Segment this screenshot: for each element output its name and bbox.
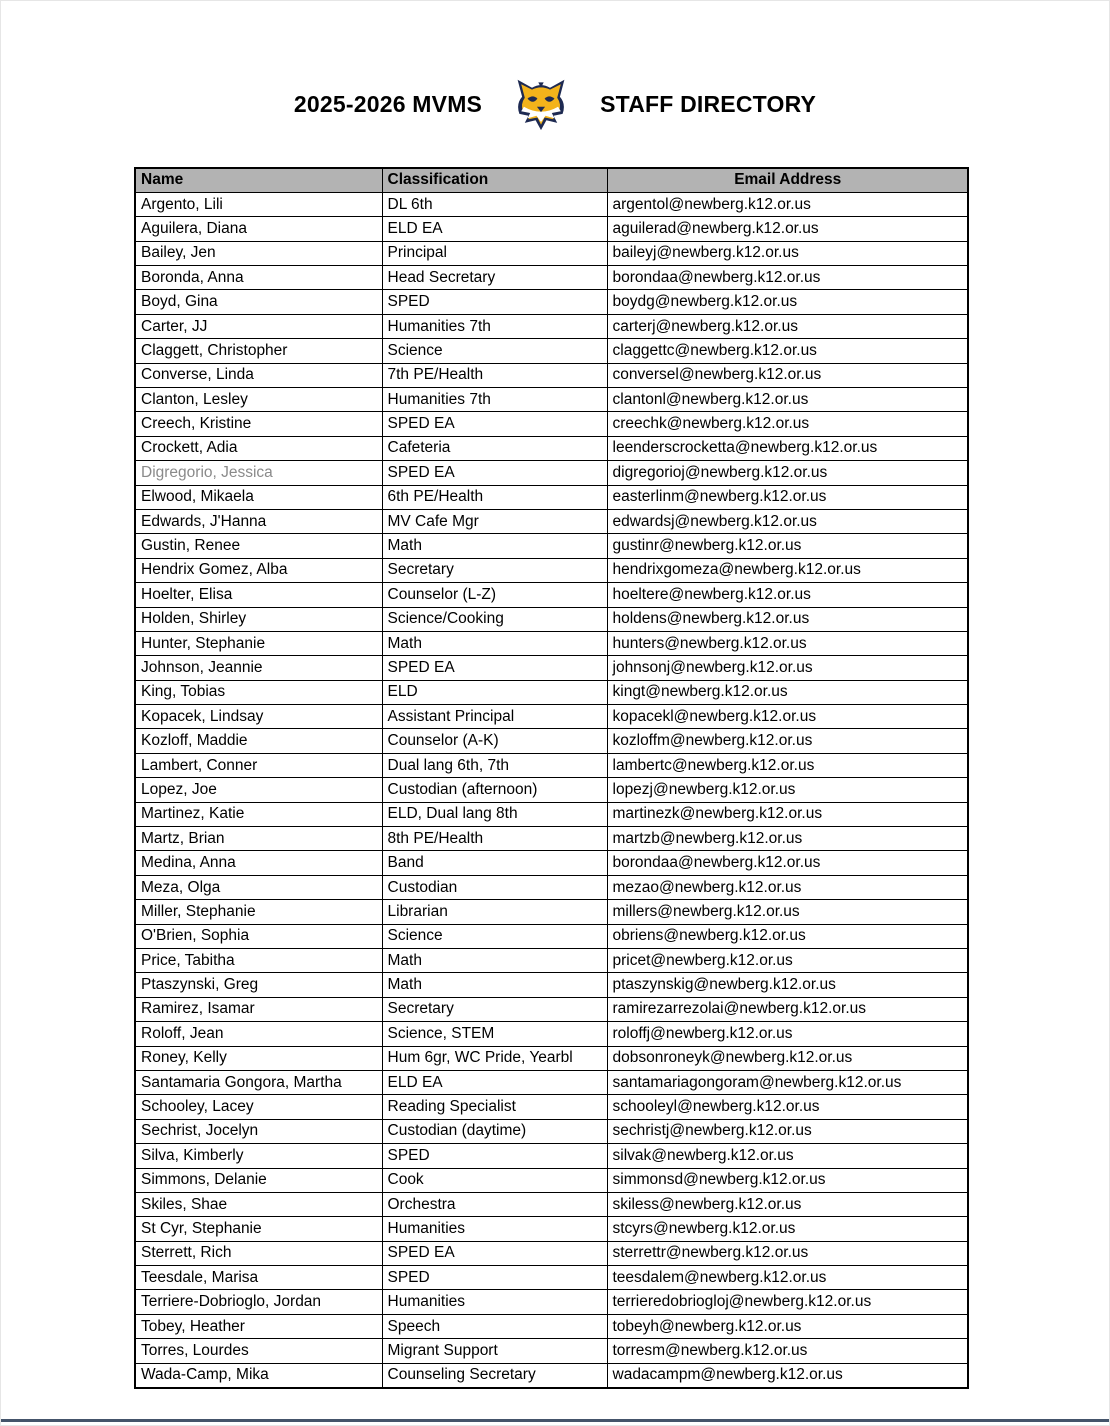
cell-classification: Speech [382,1314,607,1338]
table-row [135,656,968,680]
cell-name: Teesdale, Marisa [135,1266,382,1290]
cell-email: baileyj@newberg.k12.or.us [607,241,968,265]
table-row [135,900,968,924]
table-row [135,290,968,314]
cell-classification: SPED EA [382,461,607,485]
cell-name: Creech, Kristine [135,412,382,436]
cell-email: roloffj@newberg.k12.or.us [607,1022,968,1046]
cell-name: Elwood, Mikaela [135,485,382,509]
cell-email: wadacampm@newberg.k12.or.us [607,1363,968,1387]
column-header-name: Name [135,168,382,192]
table-row [135,1192,968,1216]
cell-classification: Math [382,631,607,655]
cell-name: Hendrix Gomez, Alba [135,558,382,582]
cell-name: Claggett, Christopher [135,339,382,363]
cell-classification: SPED [382,290,607,314]
table-row [135,314,968,338]
cell-classification: Custodian [382,875,607,899]
table-row [135,802,968,826]
cell-classification: ELD, Dual lang 8th [382,802,607,826]
cell-email: kingt@newberg.k12.or.us [607,680,968,704]
cell-classification: Assistant Principal [382,705,607,729]
cell-email: digregorioj@newberg.k12.or.us [607,461,968,485]
cell-classification: Cafeteria [382,436,607,460]
cell-classification: SPED EA [382,656,607,680]
cell-email: dobsonroneyk@newberg.k12.or.us [607,1046,968,1070]
title-text: STAFF DIRECTORY [600,90,817,117]
cell-classification: ELD [382,680,607,704]
table-row [135,631,968,655]
table-row [135,1144,968,1168]
cell-email: clantonl@newberg.k12.or.us [607,388,968,412]
cell-email: hunters@newberg.k12.or.us [607,631,968,655]
cell-name: St Cyr, Stephanie [135,1217,382,1241]
cell-name: Converse, Linda [135,363,382,387]
table-row [135,363,968,387]
cell-classification: SPED EA [382,412,607,436]
table-row [135,436,968,460]
cell-name: Edwards, J'Hanna [135,509,382,533]
cell-classification: Head Secretary [382,266,607,290]
cell-name: Ptaszynski, Greg [135,973,382,997]
cell-name: Santamaria Gongora, Martha [135,1070,382,1094]
cell-email: sterrettr@newberg.k12.or.us [607,1241,968,1265]
table-row [135,558,968,582]
cell-email: holdens@newberg.k12.or.us [607,607,968,631]
column-header-classification: Classification [382,168,607,192]
cell-classification: Dual lang 6th, 7th [382,753,607,777]
table-row [135,1339,968,1363]
cell-classification: Science [382,339,607,363]
table-row [135,997,968,1021]
cell-email: johnsonj@newberg.k12.or.us [607,656,968,680]
table-row [135,1290,968,1314]
cell-email: argentol@newberg.k12.or.us [607,192,968,216]
cell-email: boydg@newberg.k12.or.us [607,290,968,314]
cell-email: conversel@newberg.k12.or.us [607,363,968,387]
cell-name: Boyd, Gina [135,290,382,314]
cell-classification: MV Cafe Mgr [382,509,607,533]
cell-classification: SPED [382,1266,607,1290]
cell-name: Johnson, Jeannie [135,656,382,680]
table-row [135,412,968,436]
cell-classification: Counselor (L-Z) [382,583,607,607]
table-row [135,534,968,558]
cell-name: Boronda, Anna [135,266,382,290]
cell-email: ramirezarrezolai@newberg.k12.or.us [607,997,968,1021]
cell-email: claggettc@newberg.k12.or.us [607,339,968,363]
table-row [135,1241,968,1265]
cell-name: Price, Tabitha [135,949,382,973]
table-row [135,266,968,290]
cell-email: santamariagongoram@newberg.k12.or.us [607,1070,968,1094]
staff-directory-table [134,167,969,1389]
table-row [135,1363,968,1387]
cell-email: aguilerad@newberg.k12.or.us [607,217,968,241]
table-row [135,241,968,265]
table-row [135,1070,968,1094]
cell-name: Carter, JJ [135,314,382,338]
table-row [135,583,968,607]
cell-name: Sechrist, Jocelyn [135,1119,382,1143]
cell-classification: SPED [382,1144,607,1168]
table-row [135,1266,968,1290]
cell-email: stcyrs@newberg.k12.or.us [607,1217,968,1241]
cell-classification: Orchestra [382,1192,607,1216]
table-row [135,778,968,802]
cell-classification: Cook [382,1168,607,1192]
cell-email: martzb@newberg.k12.or.us [607,827,968,851]
cell-classification: Math [382,949,607,973]
cell-email: creechk@newberg.k12.or.us [607,412,968,436]
cell-name: Torres, Lourdes [135,1339,382,1363]
cell-classification: Science, STEM [382,1022,607,1046]
table-row [135,1119,968,1143]
cell-classification: Secretary [382,558,607,582]
cell-name: Lopez, Joe [135,778,382,802]
cell-name: Hunter, Stephanie [135,631,382,655]
table-row [135,1046,968,1070]
table-row [135,485,968,509]
cell-classification: Humanities 7th [382,314,607,338]
cell-name: Aguilera, Diana [135,217,382,241]
cell-email: mezao@newberg.k12.or.us [607,875,968,899]
table-row [135,705,968,729]
cell-classification: Humanities 7th [382,388,607,412]
cell-name: Digregorio, Jessica [135,461,382,485]
cell-email: ptaszynskig@newberg.k12.or.us [607,973,968,997]
cell-name: Schooley, Lacey [135,1095,382,1119]
cell-name: Roney, Kelly [135,1046,382,1070]
cell-name: Clanton, Lesley [135,388,382,412]
cell-email: kozloffm@newberg.k12.or.us [607,729,968,753]
cell-email: gustinr@newberg.k12.or.us [607,534,968,558]
table-row [135,827,968,851]
cell-classification: Custodian (daytime) [382,1119,607,1143]
cell-email: hendrixgomeza@newberg.k12.or.us [607,558,968,582]
cell-classification: Humanities [382,1290,607,1314]
cell-email: millers@newberg.k12.or.us [607,900,968,924]
cell-email: borondaa@newberg.k12.or.us [607,851,968,875]
table-row [135,1168,968,1192]
cell-name: Martz, Brian [135,827,382,851]
cell-name: Hoelter, Elisa [135,583,382,607]
cell-classification: SPED EA [382,1241,607,1265]
cell-name: Martinez, Katie [135,802,382,826]
cell-name: Kopacek, Lindsay [135,705,382,729]
cell-email: kopacekl@newberg.k12.or.us [607,705,968,729]
table-row [135,607,968,631]
cell-classification: Band [382,851,607,875]
cell-name: Meza, Olga [135,875,382,899]
table-body [135,192,968,1387]
table-row [135,1314,968,1338]
cell-name: King, Tobias [135,680,382,704]
cell-email: obriens@newberg.k12.or.us [607,924,968,948]
cell-email: simmonsd@newberg.k12.or.us [607,1168,968,1192]
cell-classification: Science/Cooking [382,607,607,631]
cell-classification: Counseling Secretary [382,1363,607,1387]
cell-name: Sterrett, Rich [135,1241,382,1265]
cell-classification: Counselor (A-K) [382,729,607,753]
cell-classification: Hum 6gr, WC Pride, Yearbl [382,1046,607,1070]
cell-email: hoeltere@newberg.k12.or.us [607,583,968,607]
cell-email: borondaa@newberg.k12.or.us [607,266,968,290]
table-header-row [135,168,968,192]
table-row [135,1022,968,1046]
cell-name: Kozloff, Maddie [135,729,382,753]
cell-classification: 7th PE/Health [382,363,607,387]
title-year: 2025-2026 MVMS [293,90,483,117]
cell-email: tobeyh@newberg.k12.or.us [607,1314,968,1338]
cell-name: Bailey, Jen [135,241,382,265]
cell-classification: Math [382,973,607,997]
cell-email: terrieredobriogloj@newberg.k12.or.us [607,1290,968,1314]
table-row [135,851,968,875]
cell-classification: ELD EA [382,217,607,241]
cell-email: easterlinm@newberg.k12.or.us [607,485,968,509]
cell-email: leenderscrocketta@newberg.k12.or.us [607,436,968,460]
cell-name: Holden, Shirley [135,607,382,631]
cell-name: O'Brien, Sophia [135,924,382,948]
cell-name: Ramirez, Isamar [135,997,382,1021]
table-row [135,924,968,948]
table-row [135,949,968,973]
cell-classification: DL 6th [382,192,607,216]
table-row [135,461,968,485]
cell-email: martinezk@newberg.k12.or.us [607,802,968,826]
cell-email: edwardsj@newberg.k12.or.us [607,509,968,533]
cell-name: Silva, Kimberly [135,1144,382,1168]
cell-classification: Custodian (afternoon) [382,778,607,802]
cell-classification: Secretary [382,997,607,1021]
table-row [135,1095,968,1119]
table-row [135,339,968,363]
cell-classification: Science [382,924,607,948]
wildcat-logo-icon [512,77,570,131]
cell-email: teesdalem@newberg.k12.or.us [607,1266,968,1290]
cell-name: Roloff, Jean [135,1022,382,1046]
table-row [135,1217,968,1241]
table-row [135,509,968,533]
cell-classification: ELD EA [382,1070,607,1094]
cell-name: Argento, Lili [135,192,382,216]
table-row [135,217,968,241]
cell-classification: 6th PE/Health [382,485,607,509]
cell-name: Gustin, Renee [135,534,382,558]
table-row [135,192,968,216]
table-row [135,753,968,777]
cell-classification: Librarian [382,900,607,924]
cell-name: Terriere-Dobrioglo, Jordan [135,1290,382,1314]
cell-name: Lambert, Conner [135,753,382,777]
cell-name: Simmons, Delanie [135,1168,382,1192]
cell-email: lambertc@newberg.k12.or.us [607,753,968,777]
table-row [135,875,968,899]
cell-name: Skiles, Shae [135,1192,382,1216]
footer-rule [1,1419,1109,1422]
cell-email: silvak@newberg.k12.or.us [607,1144,968,1168]
cell-email: lopezj@newberg.k12.or.us [607,778,968,802]
cell-classification: Principal [382,241,607,265]
cell-name: Wada-Camp, Mika [135,1363,382,1387]
cell-classification: 8th PE/Health [382,827,607,851]
cell-classification: Humanities [382,1217,607,1241]
table-row [135,388,968,412]
cell-email: carterj@newberg.k12.or.us [607,314,968,338]
document-header [1,77,1109,131]
cell-name: Miller, Stephanie [135,900,382,924]
cell-email: sechristj@newberg.k12.or.us [607,1119,968,1143]
cell-classification: Migrant Support [382,1339,607,1363]
cell-name: Tobey, Heather [135,1314,382,1338]
cell-classification: Math [382,534,607,558]
table-row [135,973,968,997]
table-row [135,729,968,753]
cell-email: torresm@newberg.k12.or.us [607,1339,968,1363]
cell-classification: Reading Specialist [382,1095,607,1119]
cell-name: Crockett, Adia [135,436,382,460]
cell-email: pricet@newberg.k12.or.us [607,949,968,973]
table-row [135,680,968,704]
cell-email: schooleyl@newberg.k12.or.us [607,1095,968,1119]
cell-email: skiless@newberg.k12.or.us [607,1192,968,1216]
column-header-email: Email Address [607,168,968,192]
cell-name: Medina, Anna [135,851,382,875]
